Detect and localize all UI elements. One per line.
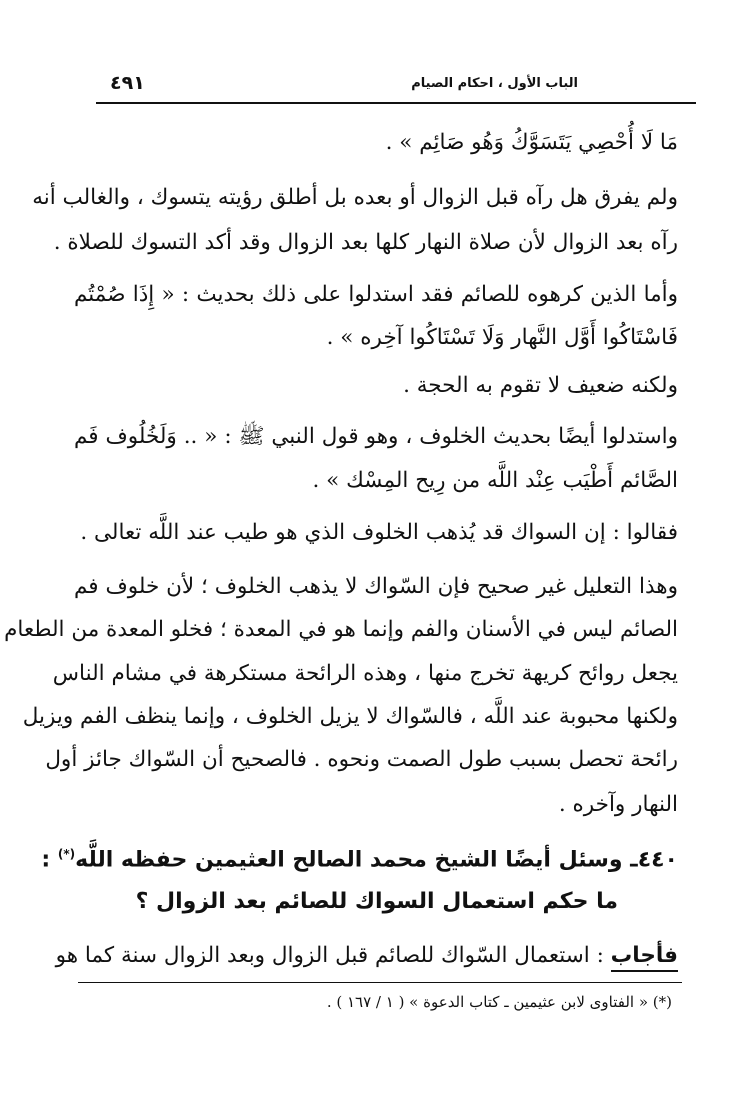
page-header <box>96 72 696 100</box>
text-line: رائحة تحصل بسبب طول الصمت ونحوه . فالصحيح أن السّواك جائز أول <box>45 747 678 772</box>
running-title: الباب الأول ، احكام الصيام <box>411 76 578 91</box>
text-line: رآه بعد الزوال لأن صلاة النهار كلها بعد الزوال وقد أكد التسوك للصلاة . <box>53 230 678 255</box>
answer-label: فأجاب <box>611 943 678 972</box>
page-number: ٤٩١ <box>110 72 145 94</box>
text-line: يجعل روائح كريهة تخرج منها ، وهذه الرائحة مستكرهة في مشام الناس <box>52 661 678 686</box>
text-line: مَا لَا أُحْصِي يَتَسَوَّكُ وَهُو صَائِم » . <box>385 130 678 155</box>
answer-text: : استعمال السّواك للصائم قبل الزوال وبعد الزوال سنة كما هو <box>55 943 604 968</box>
question-text: ما حكم استعمال السواك للصائم بعد الزوال ؟ <box>135 889 618 914</box>
text-line: وأما الذين كرهوه للصائم فقد استدلوا على ذلك بحديث : « إِذَا صُمْتُم <box>74 282 678 307</box>
answer-line <box>55 941 678 971</box>
footnote-marker: (*) <box>57 847 76 861</box>
text-line: واستدلوا أيضًا بحديث الخلوف ، وهو قول النبي ﷺ : « .. وَلَخُلُوف فَم <box>74 424 678 449</box>
text-line: النهار وآخره . <box>558 792 678 817</box>
footnote: (*) « الفتاوى لابن عثيمين ـ كتاب الدعوة » ( ١ / ١٦٧ ) . <box>326 993 672 1011</box>
question-heading <box>41 838 678 876</box>
text-line: وهذا التعليل غير صحيح فإن السّواك لا يذهب الخلوف ؛ لأن خلوف فم <box>74 574 678 599</box>
footnote-rule <box>78 982 682 983</box>
text-line: ولكنها محبوبة عند اللَّه ، فالسّواك لا يزيل الخلوف ، وإنما ينظف الفم ويزيل <box>22 704 678 729</box>
question-heading-text: ٤٤٠ـ وسئل أيضًا الشيخ محمد الصالح العثيمين حفظه اللَّه <box>75 847 678 873</box>
text-line: ولكنه ضعيف لا تقوم به الحجة . <box>403 373 678 398</box>
text-line: فقالوا : إن السواك قد يُذهب الخلوف الذي هو طيب عند اللَّه تعالى . <box>80 520 678 545</box>
text-line: الصَّائم أَطْيَب عِنْد اللَّه من رِيح المِسْك » . <box>312 468 678 493</box>
question-heading-colon: : <box>41 847 51 873</box>
header-rule <box>96 102 696 104</box>
text-line: الصائم ليس في الأسنان والفم وإنما هو في المعدة ؛ فخلو المعدة من الطعام <box>4 617 678 642</box>
text-line: ولم يفرق هل رآه قبل الزوال أو بعده بل أطلق رؤيته يتسوك ، والغالب أنه <box>32 185 678 210</box>
text-line: فَاسْتَاكُوا أَوَّل النَّهار وَلَا تَسْتَاكُوا آخِره » . <box>326 325 678 350</box>
